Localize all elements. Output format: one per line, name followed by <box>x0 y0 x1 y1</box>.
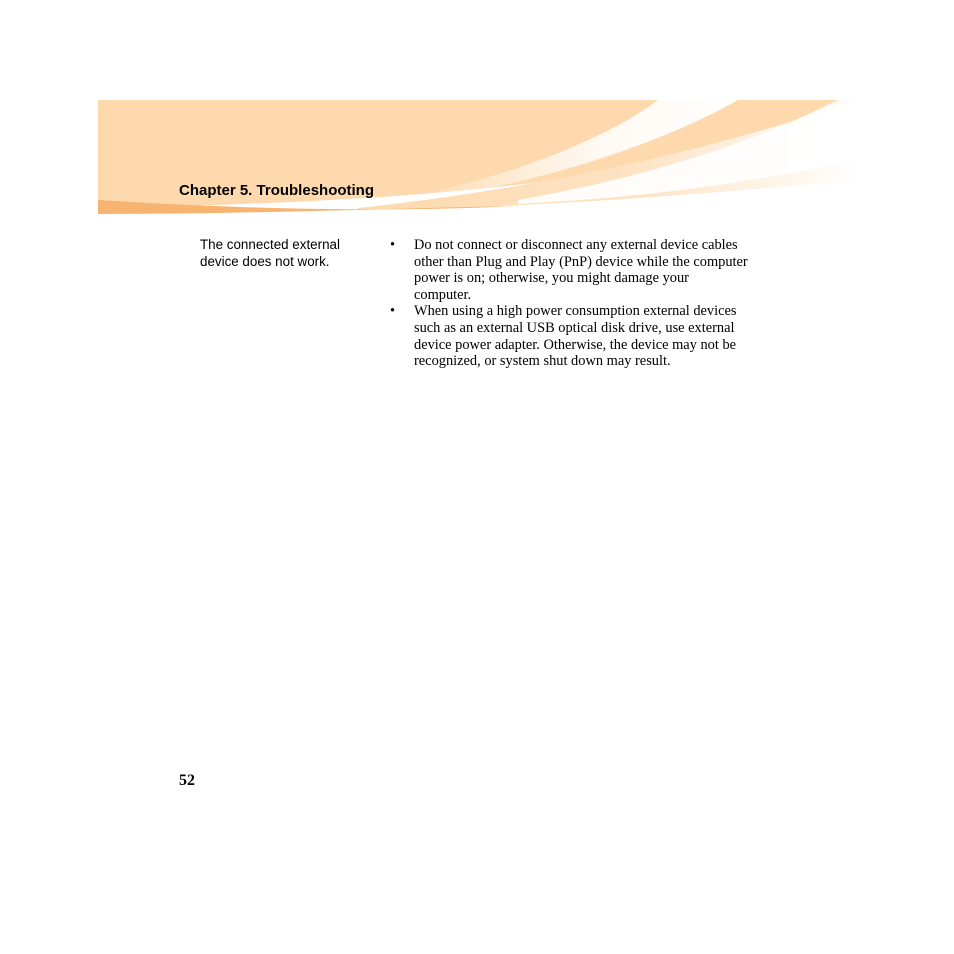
page-number: 52 <box>179 772 195 789</box>
problem-description: The connected external device does not work. <box>200 237 340 269</box>
solution-item <box>389 303 749 369</box>
bullet-icon: • <box>390 237 396 253</box>
solution-text: When using a high power consumption external devices such as an external USB optical disk drive, use external device power adapter. Otherwise, the device may not be recognized, or system shut down may result. <box>414 303 737 370</box>
solution-item <box>389 237 749 303</box>
chapter-title: Chapter 5. Troubleshooting <box>179 182 375 199</box>
bullet-icon: • <box>390 303 396 320</box>
solution-list <box>389 237 749 370</box>
solution-text: Do not connect or disconnect any external device cables other than Plug and Play (PnP) device while the computer power is on; otherwise, you might damage your computer. <box>414 237 748 303</box>
